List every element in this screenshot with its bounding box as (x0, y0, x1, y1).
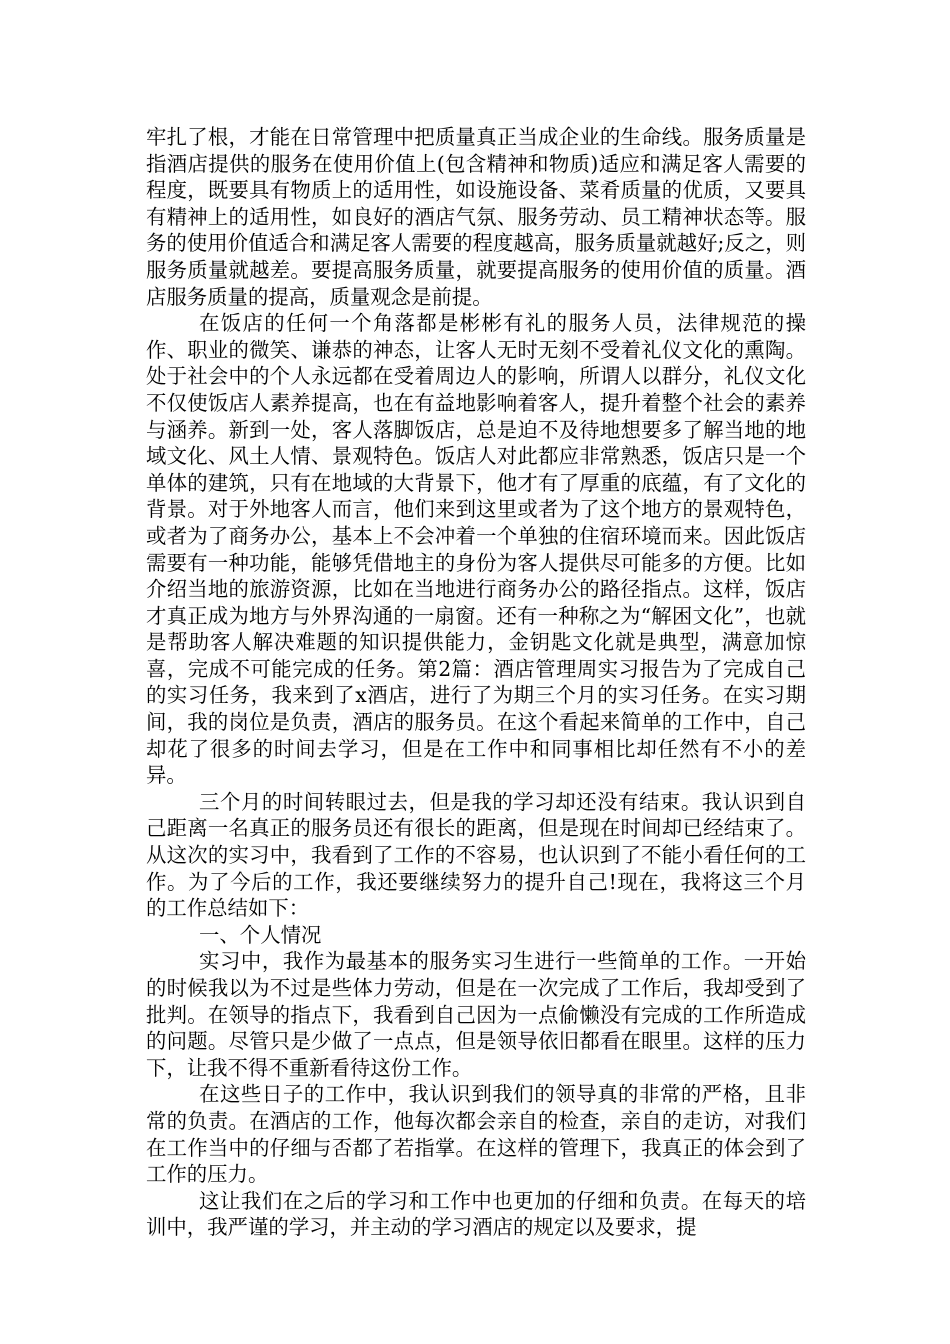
paragraph-6: 在这些日子的工作中，我认识到我们的领导真的非常的严格，且非常的负责。在酒店的工作，他每次都会亲自的检查，亲自的走访，对我们在工作当中的仔细与否都了若指掌。在这样的管理下，我真正的体会到了工作的压力。 (146, 1082, 806, 1187)
paragraph-1: 牢扎了根，才能在日常管理中把质量真正当成企业的生命线。服务质量是指酒店提供的服务在使用价值上(包含精神和物质)适应和满足客人需要的程度，既要具有物质上的适用性，如设施设备、菜肴质量的优质，又要具有精神上的适用性，如良好的酒店气氛、服务劳动、员工精神状态等。服务的使用价值适合和满足客人需要的程度越高，服务质量就越好;反之，则服务质量就越差。要提高服务质量，就要提高服务的使用价值的质量。酒店服务质量的提高，质量观念是前提。 (146, 125, 806, 309)
section-heading-personal-situation: 一、个人情况 (199, 922, 322, 947)
paragraph-2: 在饭店的任何一个角落都是彬彬有礼的服务人员，法律规范的操作、职业的微笑、谦恭的神态，让客人无时无刻不受着礼仪文化的熏陶。处于社会中的个人永远都在受着周边人的影响，所谓人以群分，礼仪文化不仅使饭店人素养提高，也在有益地影响着客人，提升着整个社会的素养与涵养。新到一处，客人落脚饭店，总是迫不及待地想要多了解当地的地域文化、风土人情、景观特色。饭店人对此都应非常熟悉，饭店只是一个单体的建筑，只有在地域的大背景下，他才有了厚重的底蕴，有了文化的背景。对于外地客人而言，他们来到这里或者为了这个地方的景观特色，或者为了商务办公，基本上不会冲着一个单独的住宿环境而来。因此饭店需要有一种功能，能够凭借地主的身份为客人提供尽可能多的方便。比如介绍当地的旅游资源，比如在当地进行商务办公的路径指点。这样，饭店才真正成为地方与外界沟通的一扇窗。还有一种称之为“解困文化”，也就是帮助客人解决难题的知识提供能力，金钥匙文化就是典型，满意加惊喜，完成不可能完成的任务。第2篇：酒店管理周实习报告为了完成自己的实习任务，我来到了x酒店，进行了为期三个月的实习任务。在实习期间，我的岗位是负责，酒店的服务员。在这个看起来简单的工作中，自己却花了很多的时间去学习，但是在工作中和同事相比却任然有不小的差异。 (146, 311, 806, 788)
paragraph-5: 实习中，我作为最基本的服务实习生进行一些简单的工作。一开始的时候我以为不过是些体力劳动，但是在一次完成了工作后，我却受到了批判。在领导的指点下，我看到自己因为一点偷懒没有完成的工作所造成的问题。尽管只是少做了一点点，但是领导依旧都看在眼里。这样的压力下，让我不得不重新看待这份工作。 (146, 949, 806, 1080)
paragraph-3: 三个月的时间转眼过去，但是我的学习却还没有结束。我认识到自己距离一名真正的服务员还有很长的距离，但是现在时间却已经结束了。从这次的实习中，我看到了工作的不容易，也认识到了不能小看任何的工作。为了今后的工作，我还要继续努力的提升自己!现在，我将这三个月的工作总结如下： (146, 789, 806, 921)
document-body (146, 124, 806, 1241)
paragraph-7: 这让我们在之后的学习和工作中也更加的仔细和负责。在每天的培训中，我严谨的学习，并主动的学习酒店的规定以及要求，提 (146, 1188, 806, 1240)
